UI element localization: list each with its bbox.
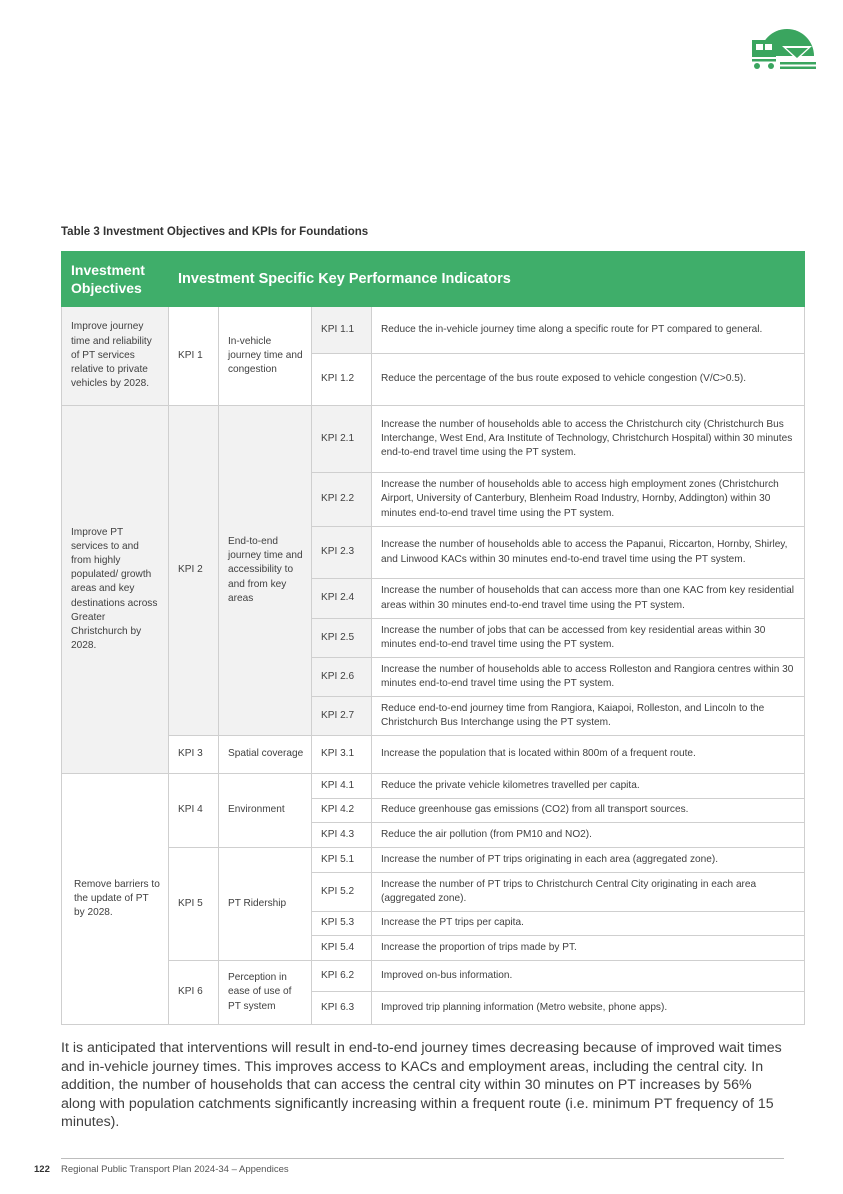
kpi-description: Improved trip planning information (Metro website, phone apps). (372, 992, 805, 1025)
kpi-id: KPI 6.3 (312, 992, 372, 1025)
kpi-id: KPI 4.1 (312, 774, 372, 799)
kpi-id: KPI 2.2 (312, 473, 372, 527)
kpi-description: Reduce end-to-end journey time from Rangiora, Kaiapoi, Rolleston, and Lincoln to the Christchurch Bus Interchange using the PT system. (372, 697, 805, 736)
kpi-description: Increase the number of households able to access the Papanui, Riccarton, Hornby, Shirley, and Linwood KACs within 30 minutes end-to-end travel time using the PT system. (372, 527, 805, 579)
kpi-group-name: End-to-end journey time and accessibility to and from key areas (219, 406, 312, 736)
page-number: 122 (34, 1164, 50, 1175)
objective-cell: Remove barriers to the update of PT by 2028. (62, 774, 169, 1025)
table-row (62, 961, 805, 992)
kpi-description: Increase the number of jobs that can be accessed from key residential areas within 30 minutes end-to-end travel time using the PT system. (372, 619, 805, 658)
kpi-id: KPI 4.2 (312, 799, 372, 823)
kpi-description: Increase the PT trips per capita. (372, 912, 805, 936)
kpi-group-name: PT Ridership (219, 848, 312, 961)
kpi-id: KPI 6.2 (312, 961, 372, 992)
kpi-description: Improved on-bus information. (372, 961, 805, 992)
kpi-group-name: In-vehicle journey time and congestion (219, 307, 312, 406)
table-row (62, 307, 805, 354)
kpi-id: KPI 5.4 (312, 936, 372, 961)
kpi-group-number: KPI 3 (169, 736, 219, 774)
objective-cell: Improve journey time and reliability of PT services relative to private vehicles by 2028. (62, 307, 169, 406)
kpi-group-name: Environment (219, 774, 312, 848)
kpi-id: KPI 2.5 (312, 619, 372, 658)
kpi-description: Increase the number of households that can access more than one KAC from key residential areas within 30 minutes end-to-end travel time using the PT system. (372, 579, 805, 619)
kpi-description: Reduce the percentage of the bus route exposed to vehicle congestion (V/C>0.5). (372, 354, 805, 406)
header-kpis: Investment Specific Key Performance Indicators (169, 252, 805, 307)
kpi-id: KPI 2.3 (312, 527, 372, 579)
footer-divider (61, 1158, 784, 1159)
kpi-group-number: KPI 2 (169, 406, 219, 736)
table-header-row (62, 252, 805, 307)
kpi-description: Increase the number of households able to access Rolleston and Rangiora centres within 30 minutes end-to-end travel time using the PT system. (372, 658, 805, 697)
kpi-description: Reduce the air pollution (from PM10 and NO2). (372, 823, 805, 848)
table-row (62, 406, 805, 473)
table-row (62, 774, 805, 799)
header-investment-objectives: Investment Objectives (62, 252, 169, 307)
objective-cell: Improve PT services to and from highly populated/ growth areas and key destinations across Greater Christchurch by 2028. (62, 406, 169, 774)
kpi-description: Increase the number of households able to access high employment zones (Christchurch Airport, University of Canterbury, Blenheim Road Industry, Hornby, Addington) within 30 minutes end-to-end travel time using the PT system. (372, 473, 805, 527)
body-paragraph: It is anticipated that interventions will result in end-to-end journey times decreasing because of improved wait times and in-vehicle journey times. This improves access to KACs and employment areas, including the central city. In addition, the number of households that can access the central city within 30 minutes on PT increases by 56% along with population catchments significantly increasing within a frequent route (i.e. minimum PT frequency of 15 minutes). (61, 1040, 782, 1131)
kpi-description: Reduce greenhouse gas emissions (CO2) from all transport sources. (372, 799, 805, 823)
kpi-id: KPI 1.1 (312, 307, 372, 354)
kpi-id: KPI 1.2 (312, 354, 372, 406)
kpi-id: KPI 5.2 (312, 873, 372, 912)
kpi-id: KPI 4.3 (312, 823, 372, 848)
table-row (62, 736, 805, 774)
table-row (62, 848, 805, 873)
kpi-group-name: Spatial coverage (219, 736, 312, 774)
kpi-group-number: KPI 4 (169, 774, 219, 848)
kpi-description: Increase the number of PT trips originating in each area (aggregated zone). (372, 848, 805, 873)
kpi-id: KPI 5.1 (312, 848, 372, 873)
kpi-description: Increase the number of PT trips to Christchurch Central City originating in each area (aggregated zone). (372, 873, 805, 912)
kpi-description: Increase the proportion of trips made by PT. (372, 936, 805, 961)
kpi-group-number: KPI 5 (169, 848, 219, 961)
kpi-group-number: KPI 1 (169, 307, 219, 406)
kpi-description: Increase the population that is located within 800m of a frequent route. (372, 736, 805, 774)
kpi-id: KPI 2.6 (312, 658, 372, 697)
kpi-id: KPI 3.1 (312, 736, 372, 774)
kpi-id: KPI 5.3 (312, 912, 372, 936)
kpi-table (61, 251, 805, 1025)
kpi-description: Increase the number of households able to access the Christchurch city (Christchurch Bus Interchange, West End, Ara Institute of Technology, Christchurch Hospital) within 30 minutes end-to-end travel time using the PT system. (372, 406, 805, 473)
kpi-description: Reduce the in-vehicle journey time along a specific route for PT compared to general. (372, 307, 805, 354)
kpi-id: KPI 2.1 (312, 406, 372, 473)
bus-interchange-logo-icon (750, 26, 818, 70)
kpi-id: KPI 2.7 (312, 697, 372, 736)
table-caption: Table 3 Investment Objectives and KPIs for Foundations (61, 226, 369, 238)
footer-title: Regional Public Transport Plan 2024-34 – Appendices (61, 1164, 289, 1175)
kpi-id: KPI 2.4 (312, 579, 372, 619)
kpi-group-number: KPI 6 (169, 961, 219, 1025)
kpi-description: Reduce the private vehicle kilometres travelled per capita. (372, 774, 805, 799)
kpi-group-name: Perception in ease of use of PT system (219, 961, 312, 1025)
